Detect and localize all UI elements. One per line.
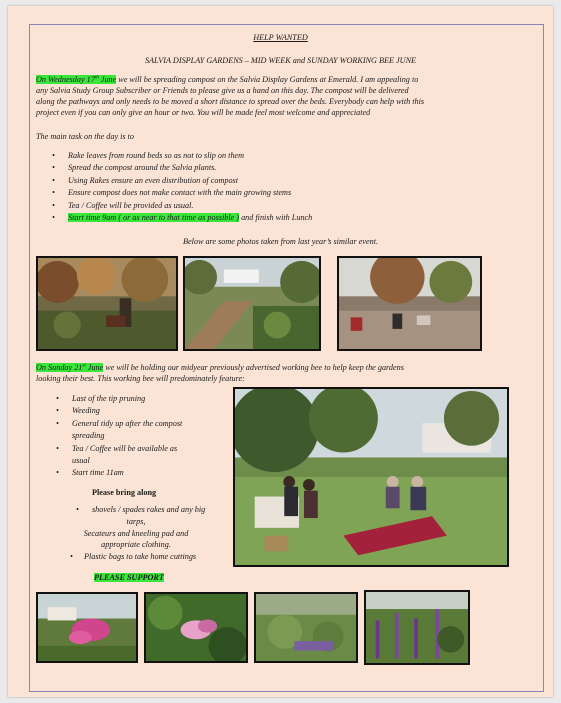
list-item: • General tidy up after the compost xyxy=(56,418,183,428)
list-item: • Using Rakes ensure an even distribution of compost xyxy=(52,175,239,185)
list-item: • Plastic bags to take home cuttings xyxy=(70,552,197,562)
list-item: Secateurs and kneeling pad and xyxy=(83,528,189,538)
sunday-paragraph: On Sunday 21st June we will be holding our midyear previously advertised working bee to help keep the gardens looking their best. This working bee will predominately feature: xyxy=(36,363,404,383)
list-item: • shovels / spades rakes and any big xyxy=(76,505,206,514)
list-item: • Tea / Coffee will be available as xyxy=(56,443,178,453)
list-item: • Start time 11am xyxy=(56,468,124,478)
list-item: • Last of the tip pruning xyxy=(56,394,146,403)
list-item: • Rake leaves from round beds so as not to slip on them xyxy=(52,151,245,160)
list-item: • Weeding xyxy=(56,406,100,416)
list-item-continuation: spreading xyxy=(72,431,105,441)
list-item: • Start time 9am ( or as near to that time as possible ) and finish with Lunch xyxy=(52,213,313,223)
doc-subtitle: SALVIA DISPLAY GARDENS – MID WEEK and SUNDAY WORKING BEE JUNE xyxy=(144,56,417,65)
start-time-highlight: Start time 9am ( or as near to that time as possible ) xyxy=(68,213,240,223)
photo-working-bee-group xyxy=(233,387,509,567)
photo-salvia-bloom-closeup xyxy=(144,592,248,663)
list-item: • Tea / Coffee will be provided as usual. xyxy=(52,200,194,210)
list-item: • Ensure compost does not make contact with the main growing stems xyxy=(52,188,292,198)
photo-purple-salvia xyxy=(364,590,470,665)
bring-list xyxy=(36,504,236,563)
photo-pink-salvia xyxy=(36,592,138,663)
photo-salvia-border xyxy=(254,592,358,663)
task-list xyxy=(36,150,312,224)
photo-garden-raking xyxy=(36,256,178,351)
feature-list xyxy=(36,393,236,480)
intro-paragraph: On Wednesday 17th June we will be spreading compost on the Salvia Display Gardens at Emerald. I am appealing to any Salvia Study Group Subscriber or Friends to please give us a hand on this day. The compost will be delivered along the pathways and only needs to be moved a short distance to spread over the beds. Everybody can help with this project even if you can only give an hour or two. You will be made feel most welcome and appreciated xyxy=(36,75,425,117)
photo-garden-beds xyxy=(183,256,321,351)
photos-caption: Below are some photos taken from last year’s similar event. xyxy=(182,237,379,246)
please-support-banner: PLEASE SUPPORT xyxy=(94,573,164,582)
main-task-label: The main task on the day is to xyxy=(36,132,135,141)
list-item-continuation: tarps, xyxy=(126,516,146,526)
list-item-continuation: appropriate clothing. xyxy=(101,540,171,550)
list-item-continuation: usual xyxy=(72,456,90,466)
document-page xyxy=(8,6,553,697)
photo-garden-gathering xyxy=(337,256,482,351)
intro-date-highlight: On Wednesday 17th June xyxy=(36,75,117,84)
list-item: • Spread the compost around the Salvia plants. xyxy=(52,163,217,173)
doc-title: HELP WANTED xyxy=(253,33,308,42)
sunday-date-highlight: On Sunday 21st June xyxy=(36,363,104,372)
bring-heading: Please bring along xyxy=(92,488,157,497)
